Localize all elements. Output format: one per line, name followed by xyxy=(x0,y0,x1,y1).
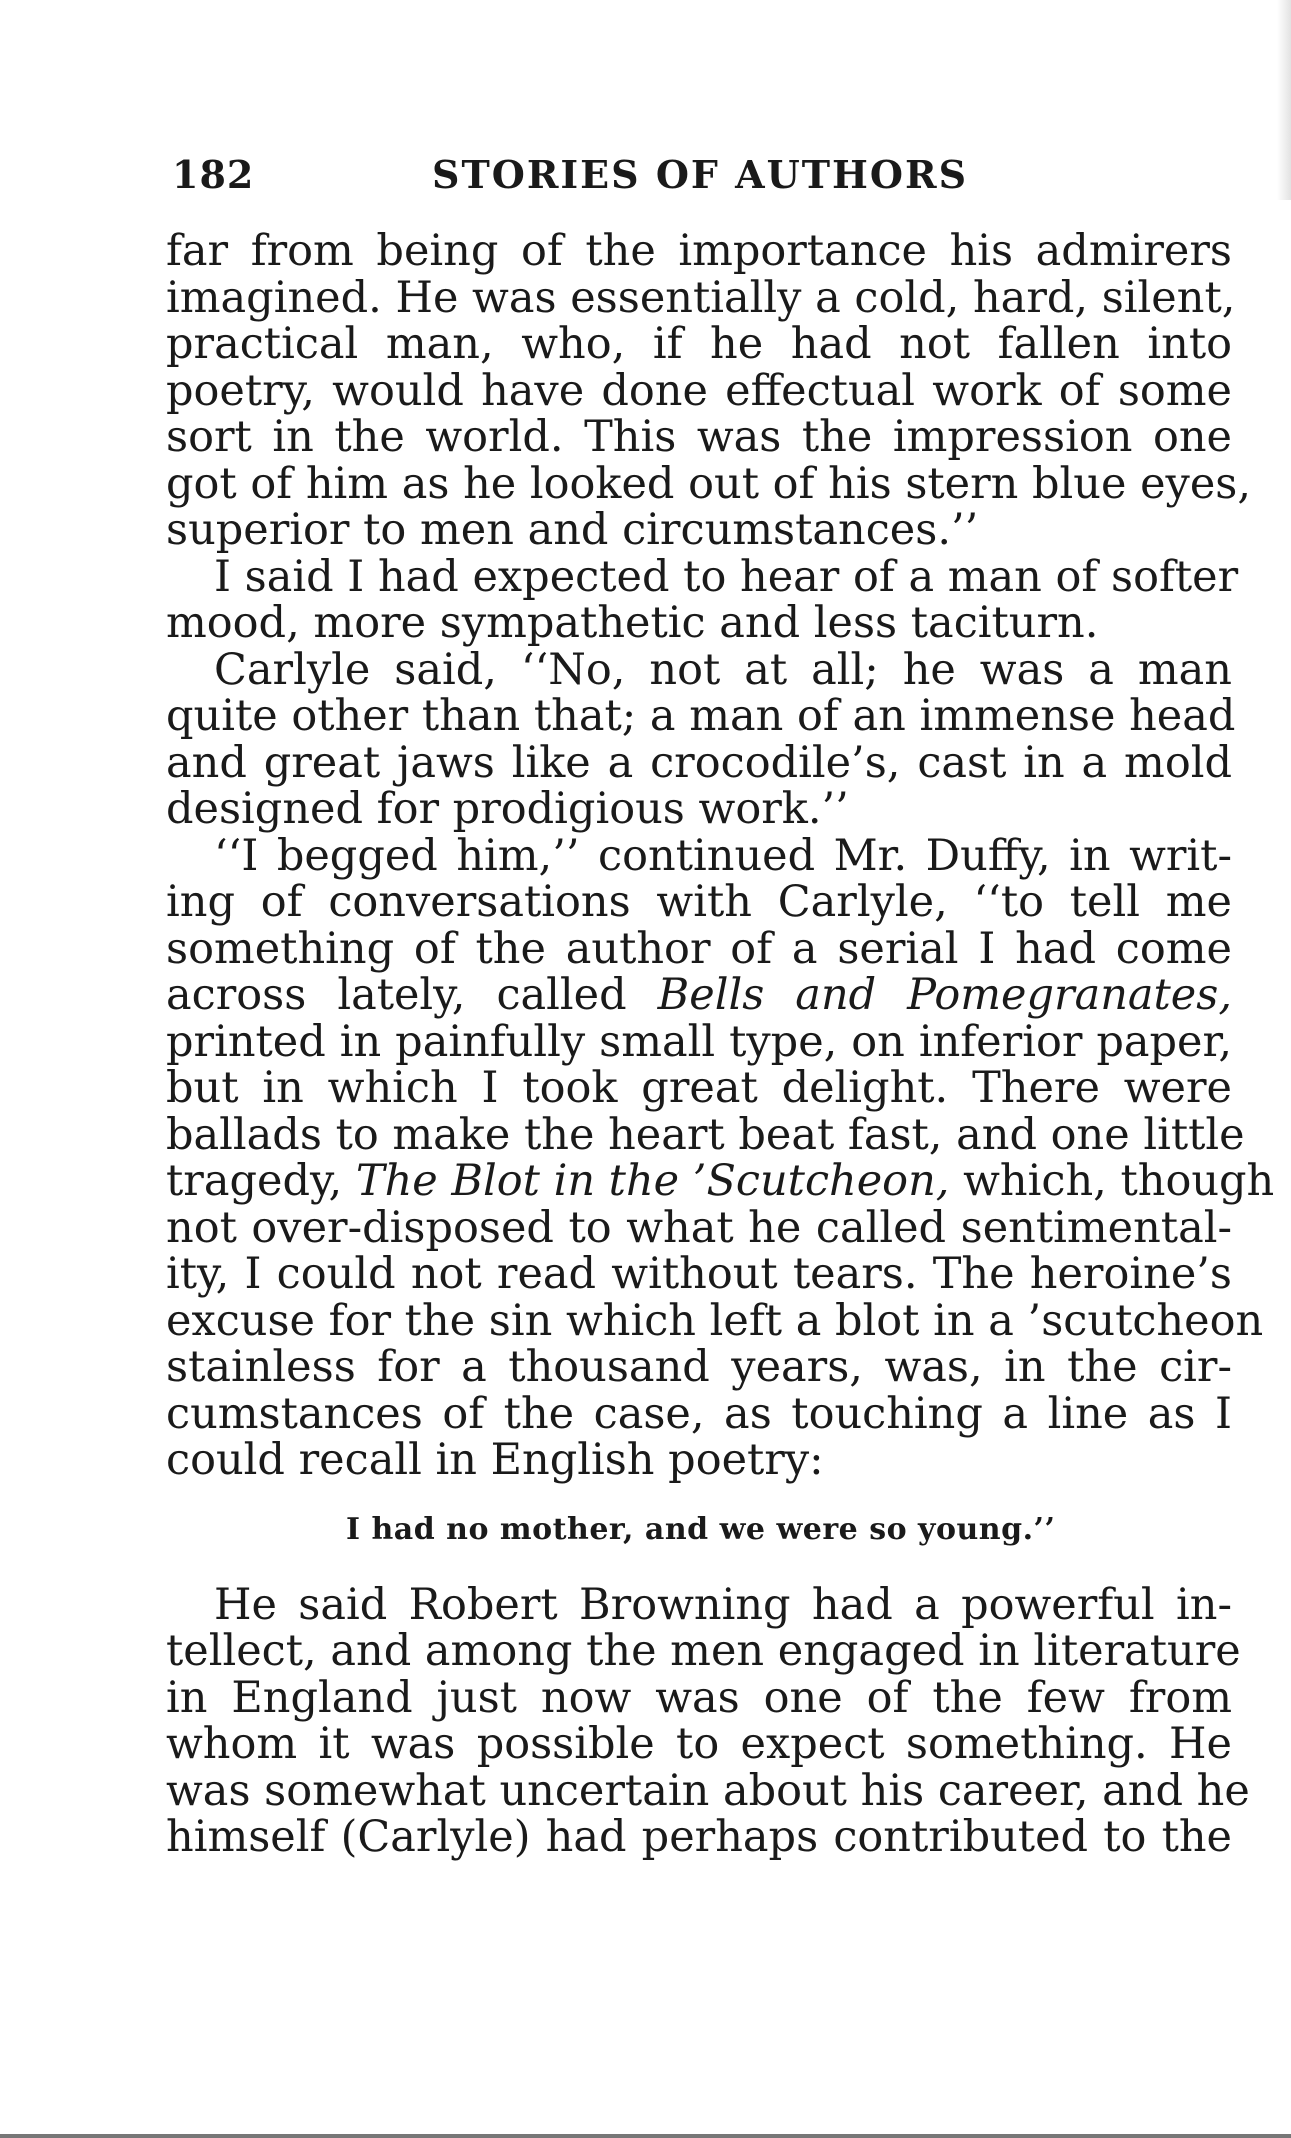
page-number: 182 xyxy=(172,152,255,197)
text-line: designed for prodigious work.’’ xyxy=(166,784,849,834)
text-line: not over-disposed to what he called sentimental- xyxy=(166,1202,1232,1253)
paragraph-5 xyxy=(166,1579,1250,1862)
text-line: cumstances of the case, as touching a line as I xyxy=(166,1388,1232,1439)
text-line: printed in painfully small type, on inferior paper, xyxy=(166,1016,1232,1067)
text-line: and great jaws like a crocodile’s, cast in a mold xyxy=(166,737,1232,788)
paragraph-1 xyxy=(166,226,1252,555)
text-line: whom it was possible to expect something. He xyxy=(166,1719,1232,1769)
running-title: STORIES OF AUTHORS xyxy=(432,152,969,197)
italic-title-blot-in-the-scutcheon: The Blot in the ’Scutcheon, xyxy=(355,1156,950,1206)
text-line: excuse for the sin which left a blot in a ’scutcheon xyxy=(166,1295,1264,1346)
text-line: ‘‘I begged him,’’ continued Mr. Duffy, in writ- xyxy=(214,830,1232,881)
text-line: was somewhat uncertain about his career, and he xyxy=(166,1765,1250,1816)
text-line: practical man, who, if he had not fallen into xyxy=(166,319,1232,369)
text-line: tellect, and among the men engaged in literature xyxy=(166,1626,1241,1676)
text-line: could recall in English poetry: xyxy=(166,1435,824,1485)
text-line: superior to men and circumstances.’’ xyxy=(166,505,979,555)
text-segment: across lately, called xyxy=(166,970,658,1020)
text-line: ing of conversations with Carlyle, ‘‘to tell me xyxy=(166,877,1232,927)
paragraph-2 xyxy=(166,551,1239,648)
text-line: sort in the world. This was the impression one xyxy=(166,412,1232,462)
scan-bottom-edge xyxy=(0,2134,1291,2138)
text-line: mood, more sympathetic and less taciturn. xyxy=(166,598,1099,648)
text-line: Carlyle said, ‘‘No, not at all; he was a man xyxy=(214,644,1232,695)
text-line: himself (Carlyle) had perhaps contributed to the xyxy=(166,1812,1232,1862)
text-segment: which, though xyxy=(949,1156,1275,1206)
text-line: poetry, would have done effectual work of some xyxy=(166,365,1232,416)
running-header xyxy=(172,152,1232,208)
italic-title-bells-and-pomegranates: Bells and Pomegranates, xyxy=(657,970,1232,1020)
text-line xyxy=(166,972,1232,1019)
text-line: but in which I took great delight. There were xyxy=(166,1063,1232,1113)
text-line: imagined. He was essentially a cold, hard, silent, xyxy=(166,272,1236,323)
text-line: something of the author of a serial I had come xyxy=(166,923,1232,974)
paragraph-3 xyxy=(166,644,1236,834)
text-segment: tragedy, xyxy=(166,1156,356,1206)
text-line: in England just now was one of the few from xyxy=(166,1672,1232,1723)
paragraph-4 xyxy=(166,830,1275,1485)
text-line: stainless for a thousand years, was, in the cir- xyxy=(166,1342,1232,1392)
page-body xyxy=(166,226,1275,1862)
text-line: ity, I could not read without tears. The heroine’s xyxy=(166,1249,1232,1299)
scan-edge-shadow xyxy=(1277,0,1291,200)
text-line: He said Robert Browning had a powerful in- xyxy=(214,1579,1232,1630)
text-line: quite other than that; a man of an immense head xyxy=(166,691,1236,741)
verse-quote-block xyxy=(166,1484,1232,1570)
text-line: ballads to make the heart beat fast, and one little xyxy=(166,1109,1245,1160)
verse-quote: I had no mother, and we were so young.’’ xyxy=(346,1511,1056,1547)
text-line: I said I had expected to hear of a man of softer xyxy=(214,551,1239,602)
text-line: got of him as he looked out of his stern blue eyes, xyxy=(166,458,1252,509)
text-line: far from being of the importance his admirers xyxy=(166,226,1232,276)
text-line xyxy=(166,1156,1275,1206)
